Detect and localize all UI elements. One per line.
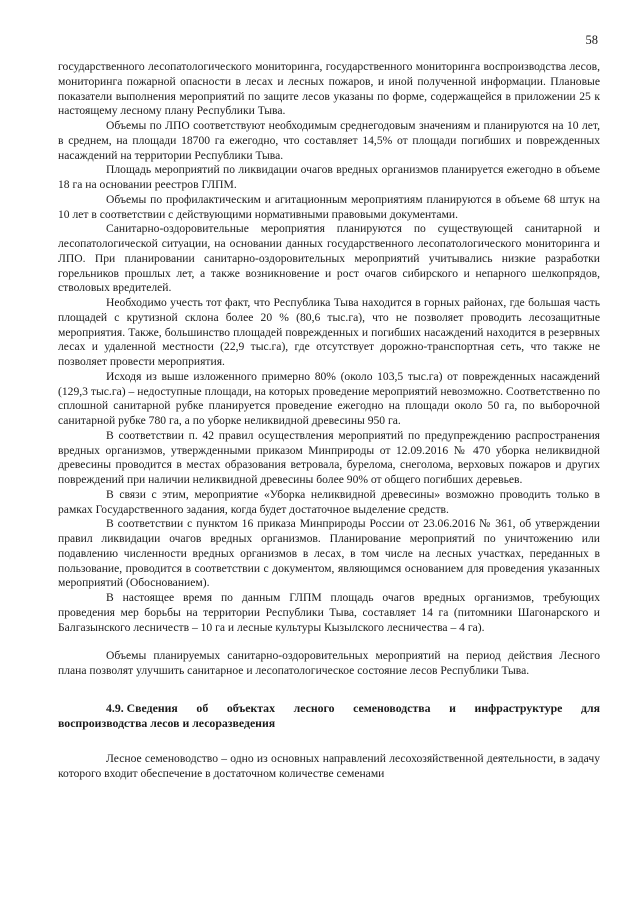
paragraph-lpo-volumes: Объемы по ЛПО соответствуют необходимым среднегодовым значениям и планируются на 10 лет, в среднем, на площади 18700 га ежегодно, что составляет 14,5% от площади погибших и поврежденных насаждений на территории Республики Тыва. [58,119,600,162]
paragraph-preventive-measures: Объемы по профилактическим и агитационным мероприятиям планируются в объеме 68 штук на 10 лет в соответствии с действующими нормативными правовыми документами. [58,192,600,221]
paragraph-order-361: В соответствии с пунктом 16 приказа Минприроды России от 23.06.2016 № 361, об утверждении правил ликвидации очагов вредных организмов. Планирование мероприятий по уничтожению или подавлению численности вредных организмов в лесах, в том числе на лесных участках, переданных в пользование, проводится в соответствии с документом, являющимся основанием для проведения указанных мероприятий (Обоснованием). [58,517,600,590]
section-heading-word: и [449,700,456,715]
paragraph-state-assignment: В связи с этим, мероприятие «Уборка неликвидной древесины» возможно проводить только в рамках Государственного задания, когда будет достаточное выделение средств. [58,487,600,516]
section-heading-line-1 [58,701,600,716]
section-heading-word: 4.9. Сведения [106,700,178,715]
paragraph-plan-outcome: Объемы планируемых санитарно-оздоровительных мероприятий на период действия Лесного плана позволят улучшить санитарное и лесопатологическое состояние лесов Республики Тыва. [58,649,600,677]
paragraph-current-foci: В настоящее время по данным ГЛПМ площадь очагов вредных организмов, требующих проведения мер борьбы на территории Республики Тыва, составляет 14 га (питомники Шагонарского и Балгазынского лесничеств – 10 га и лесные культуры Кызылского лесничества – 4 га). [58,591,600,634]
section-heading-word: инфраструктуре [474,700,563,715]
paragraph-rule-42: В соответствии п. 42 правил осуществления мероприятий по предупреждению распространения вредных организмов, утвержденными приказом Минприроды от 12.09.2016 № 470 уборка неликвидной древесины проводится в местах образования ветровала, бурелома, снеголома, верховых пожаров и других повреждений при наличии неликвидной древесины более 90% от общего погибших деревьев. [58,428,600,486]
section-heading-word: объектах [226,700,275,715]
paragraph-pest-foci-area: Площадь мероприятий по ликвидации очагов вредных организмов планируется ежегодно в объеме 18 га на основании реестров ГЛПМ. [58,163,600,191]
section-number: 4.9. [106,700,124,715]
page-number: 58 [585,33,598,47]
section-heading-line-2: воспроизводства лесов и лесоразведения [58,715,276,730]
paragraph-sanitary-measures: Санитарно-оздоровительные мероприятия планируются по существующей санитарной и лесопатологической ситуации, на основании данных государственного лесопатологического мониторинга и ЛПО. При планировании санитарно-оздоровительных мероприятий учитывались низкие разработки горельников прошлых лет, а также возникновение и рост очагов сибирского и непарного шелкопрядов, стволовых вредителей. [58,222,600,295]
document-body [58,60,600,782]
paragraph-mountain-terrain: Необходимо учесть тот факт, что Республика Тыва находится в горных районах, где большая часть площадей с крутизной склона более 20 % (80,6 тыс.га), что не позволяет проводить лесозащитные мероприятия. Также, большинство площадей поврежденных и погибших насаждений находится в резервных лесах и удаленной местности (22,9 тыс.га), где отсутствует дорожно-транспортная сеть, что также не позволяет провести мероприятия. [58,296,600,368]
paragraph-inaccessible-areas: Исходя из выше изложенного примерно 80% (около 103,5 тыс.га) от поврежденных насаждений (129,3 тыс.га) – недоступные площади, на которых проведение мероприятий невозможно. Соответственно по сплошной санитарной рубке планируется проведение ежегодно на площади около 50 га, по выборочной санитарной рубке 780 га, а по уборке неликвидной древесины 950 га. [58,369,600,427]
paragraph-monitoring-data: государственного лесопатологического мониторинга, государственного мониторинга воспроизводства лесов, мониторинга пожарной опасности в лесах и лесных пожаров, и иной полученной информации. Плановые показатели выполнения мероприятий по защите лесов указаны по форме, содержащейся в приложении 25 к настоящему лесному плану Республики Тыва. [58,60,600,118]
section-heading-word: семеноводства [353,700,431,715]
section-heading-word: об [196,700,209,715]
section-heading-word: для [580,700,600,715]
paragraph-seed-production: Лесное семеноводство – одно из основных направлений лесохозяйственной деятельности, в задачу которого входит обеспечение в достаточном количестве семенами [58,752,600,780]
section-heading-4-9 [58,701,600,731]
section-heading-word: лесного [293,700,335,715]
